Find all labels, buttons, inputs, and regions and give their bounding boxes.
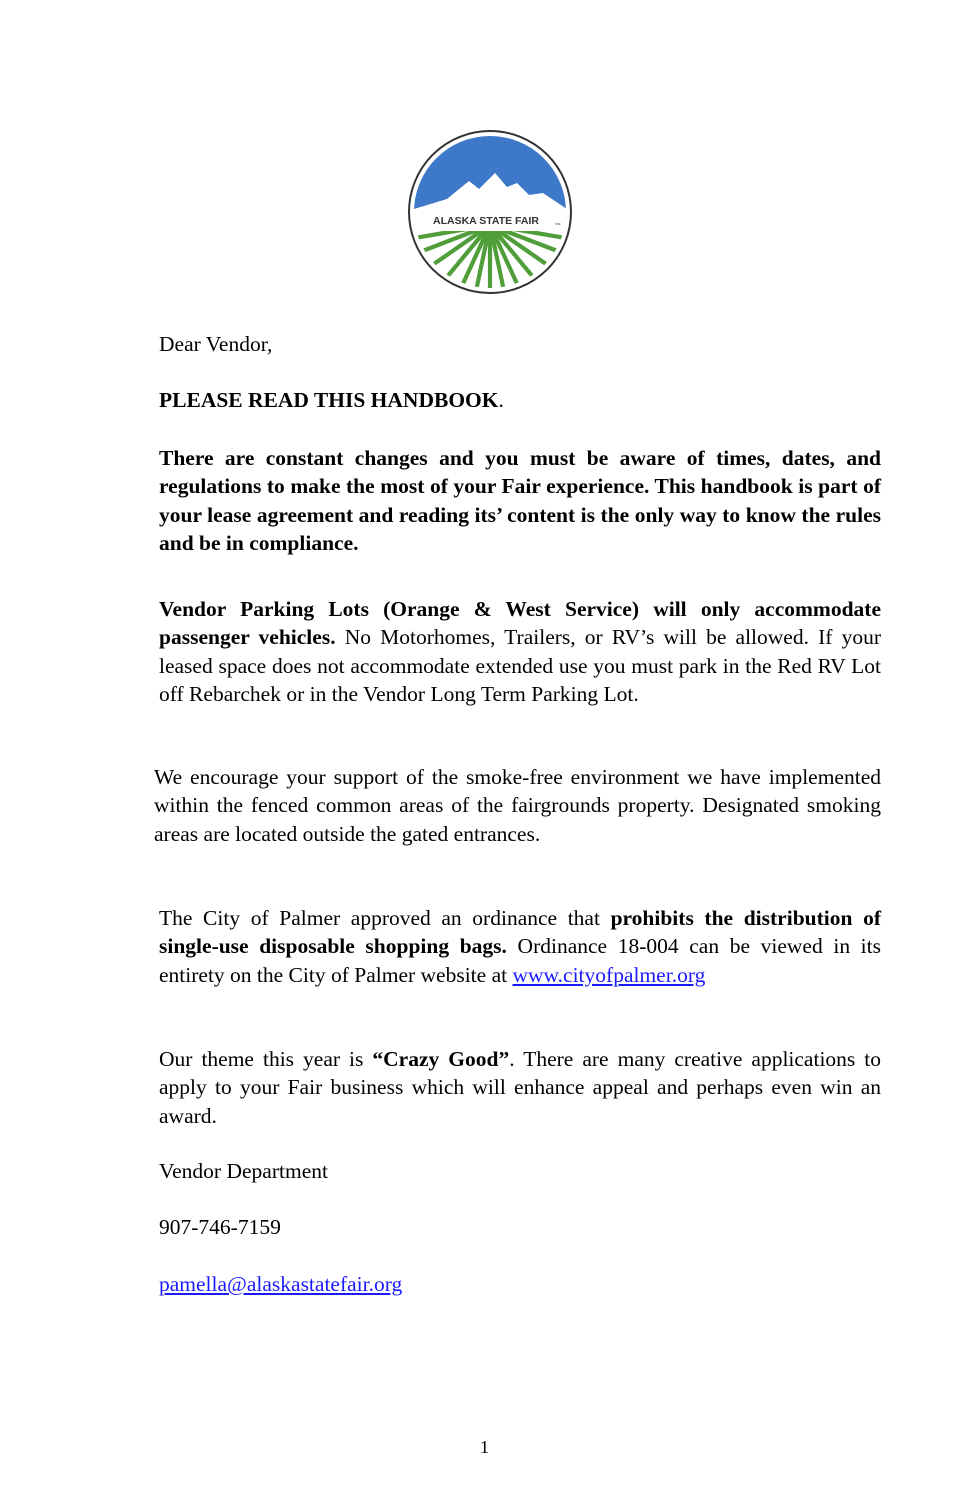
theme-rest: . There are many creative applications to apply to your Fair business which will enhance appeal and perhaps even win an award. [159,1047,882,1128]
paragraph-theme [159,1045,881,1130]
headline-period: . [498,388,504,412]
headline [159,386,881,414]
paragraph-parking [159,595,881,708]
city-website-link[interactable]: www.cityofpalmer.org [512,962,706,987]
ordinance-rest: Ordinance 18-004 can be viewed in its entirety on the City of Palmer website at [159,934,881,987]
theme-intro: Our theme this year is [159,1047,373,1071]
email-link[interactable]: pamella@alaskastatefair.org [159,1272,403,1296]
logo-text: ALASKA STATE FAIR [433,215,539,227]
ordinance-bold: prohibits the distribution of single-use disposable shopping bags. [159,906,881,959]
ordinance-intro: The City of Palmer approved an ordinance that [159,906,611,930]
email-line [159,1270,881,1298]
page-number: 1 [480,1437,489,1457]
paragraph-smoke-free: We encourage your support of the smoke-free environment we have implemented within the fenced common areas of the fairgrounds property. Designated smoking areas are located outside the gated entrances. [154,765,881,846]
signature: Vendor Department [159,1159,328,1183]
paragraph-ordinance [159,904,881,989]
theme-name: “Crazy Good” [372,1047,510,1071]
parking-bold: Vendor Parking Lots (Orange & West Service) will only accommodate passenger vehicles. [159,597,881,650]
logo-suffix: inc [555,221,561,226]
parking-rest: No Motorhomes, Trailers, or RV’s will be allowed. If your leased space does not accommodate extended use you must park in the Red RV Lot off Rebarchek or in the Vendor Long Term Parking Lot. [159,625,881,706]
headline-text: PLEASE READ THIS HANDBOOK [159,388,499,412]
greeting: Dear Vendor, [159,332,273,356]
alaska-state-fair-logo [407,129,573,295]
paragraph-changes: There are constant changes and you must be aware of times, dates, and regulations to make the most of your Fair experience. This handbook is part of your lease agreement and reading its’ content is the only way to know the rules and be in compliance. [159,446,881,555]
phone-number: 907-746-7159 [159,1215,281,1239]
